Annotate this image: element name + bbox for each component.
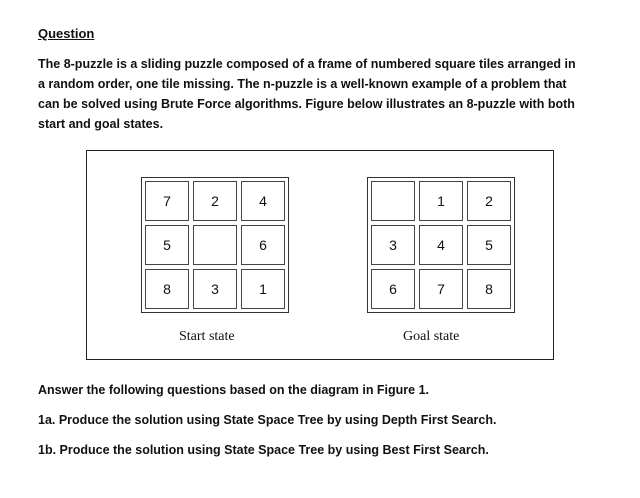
intro-line: start and goal states.: [38, 117, 164, 131]
puzzle-tile: 2: [467, 181, 511, 221]
puzzle-tile: 7: [145, 181, 189, 221]
puzzle-tile: 5: [467, 225, 511, 265]
puzzle-tile: 3: [371, 225, 415, 265]
puzzle-tile: 2: [193, 181, 237, 221]
question-1a: 1a. Produce the solution using State Space Tree by using Depth First Search.: [38, 413, 497, 427]
intro-line: The 8-puzzle is a sliding puzzle composed of a frame of numbered square tiles arranged in: [38, 57, 576, 71]
goal-state-grid: [367, 177, 515, 313]
puzzle-tile: 4: [419, 225, 463, 265]
puzzle-figure: [86, 150, 554, 360]
puzzle-tile: 7: [419, 269, 463, 309]
intro-line: a random order, one tile missing. The n-puzzle is a well-known example of a problem that: [38, 77, 567, 91]
intro-paragraph: [38, 54, 618, 134]
question-1b: 1b. Produce the solution using State Space Tree by using Best First Search.: [38, 443, 489, 457]
puzzle-tile: 3: [193, 269, 237, 309]
intro-line: can be solved using Brute Force algorithms. Figure below illustrates an 8-puzzle with both: [38, 97, 575, 111]
puzzle-tile: 6: [371, 269, 415, 309]
puzzle-tile: 8: [467, 269, 511, 309]
puzzle-tile: 5: [145, 225, 189, 265]
puzzle-tile: 1: [241, 269, 285, 309]
puzzle-tile: 8: [145, 269, 189, 309]
puzzle-tile: 4: [241, 181, 285, 221]
puzzle-tile-empty: [371, 181, 415, 221]
puzzle-tile: 1: [419, 181, 463, 221]
question-instruction: Answer the following questions based on the diagram in Figure 1.: [38, 383, 430, 397]
question-heading: Question: [38, 26, 95, 41]
puzzle-tile-empty: [193, 225, 237, 265]
start-state-grid: [141, 177, 289, 313]
puzzle-tile: 6: [241, 225, 285, 265]
start-state-caption: Start state: [179, 329, 235, 344]
goal-state-caption: Goal state: [403, 329, 460, 344]
question-list: [38, 380, 618, 470]
